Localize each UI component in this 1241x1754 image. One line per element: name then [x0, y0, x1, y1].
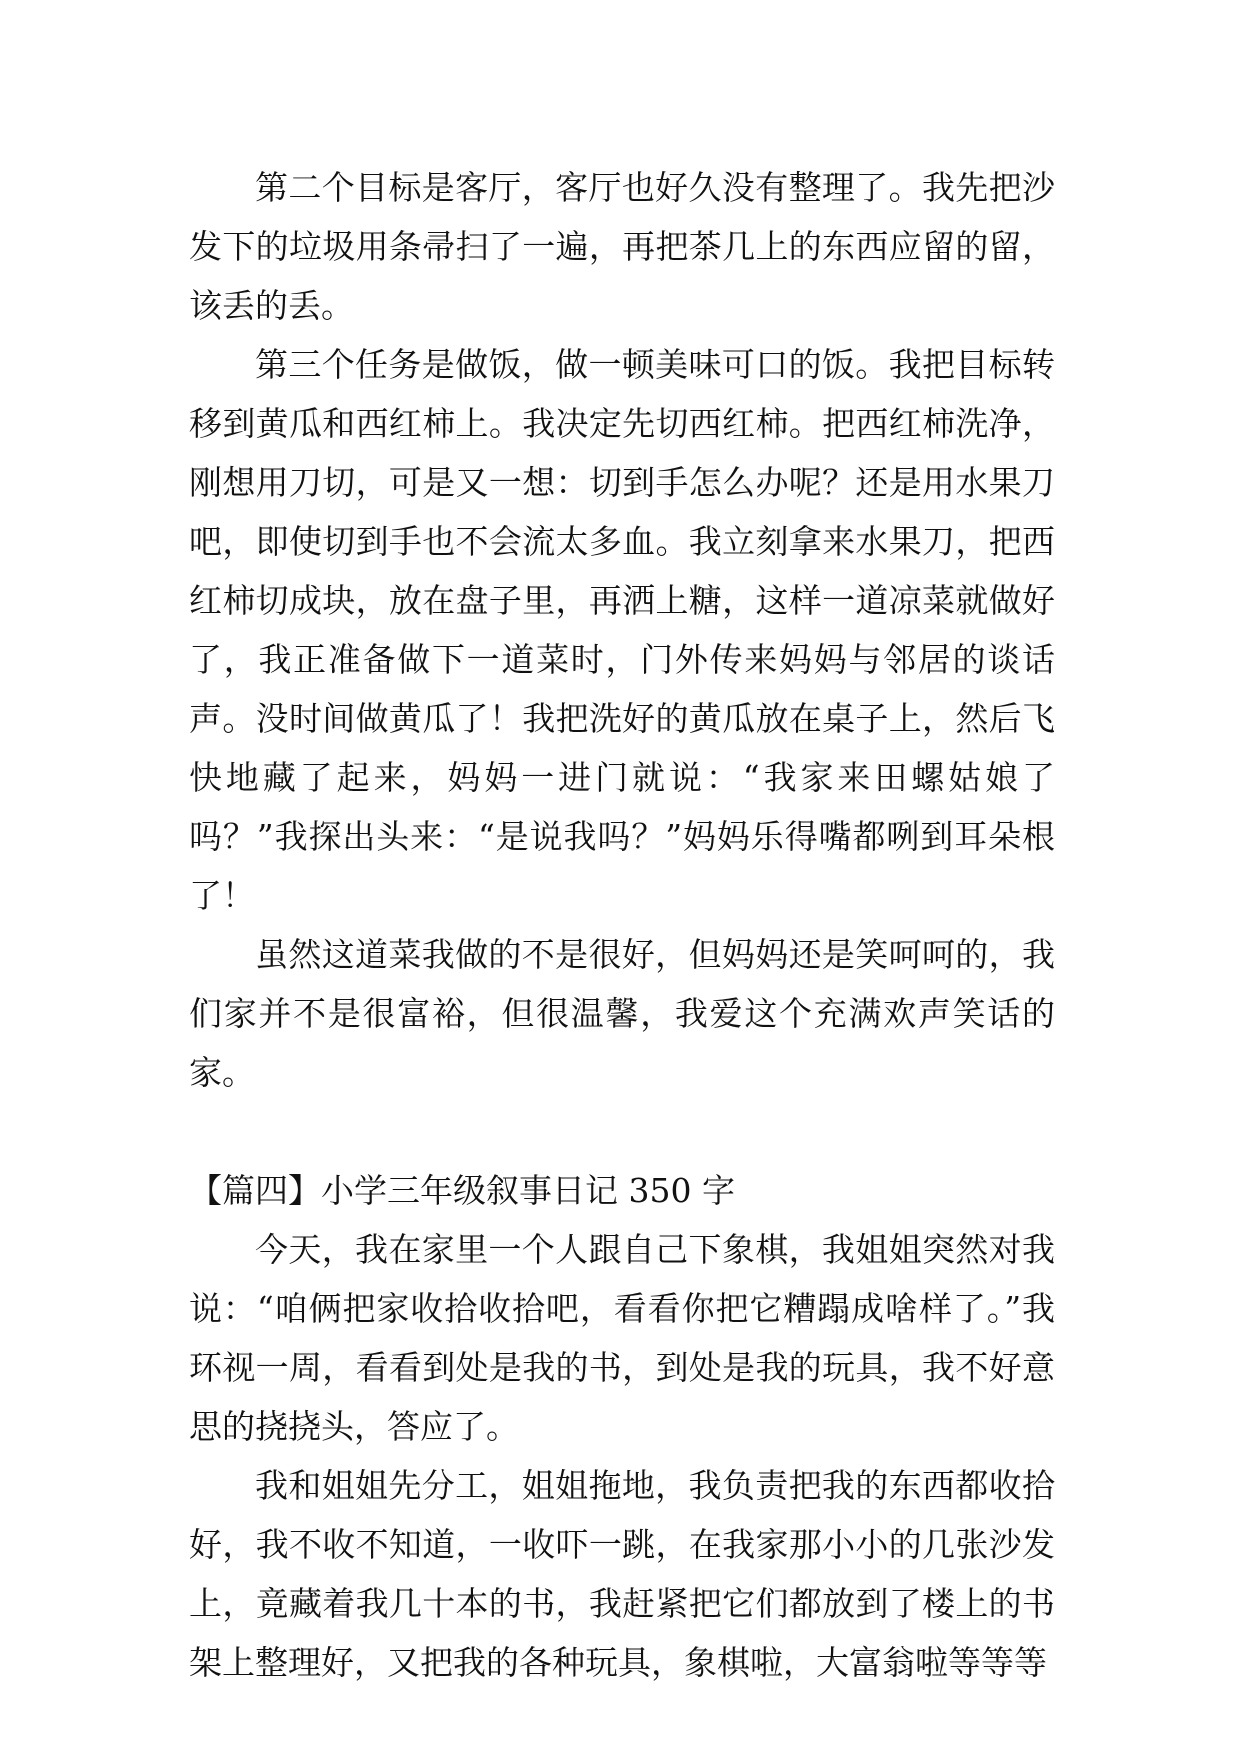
paragraph-tidying: 我和姐姐先分工，姐姐拖地，我负责把我的东西都收拾好，我不收不知道，一收吓一跳，在我家那小小的几张沙发上，竟藏着我几十本的书，我赶紧把它们都放到了楼上的书架上整理好，又把我的各种玩具，象棋啦，大富翁啦等等等 — [189, 1466, 1055, 1682]
paragraph-cooking: 第三个任务是做饭，做一顿美味可口的饭。我把目标转移到黄瓜和西红柿上。我决定先切西红柿。把西红柿洗净，刚想用刀切，可是又一想：切到手怎么办呢？还是用水果刀吧，即使切到手也不会流太多血。我立刻拿来水果刀，把西红柿切成块，放在盘子里，再洒上糖，这样一道凉菜就做好了，我正准备做下一道菜时，门外传来妈妈与邻居的谈话声。没时间做黄瓜了！我把洗好的黄瓜放在桌子上，然后飞快地藏了起来，妈妈一进门就说：“我家来田螺姑娘了吗？”我探出头来：“是说我吗？”妈妈乐得嘴都咧到耳朵根了！ — [189, 345, 1055, 915]
paragraph-conclusion: 虽然这道菜我做的不是很好，但妈妈还是笑呵呵的，我们家并不是很富裕，但很温馨，我爱这个充满欢声笑话的家。 — [189, 935, 1055, 1092]
paragraph-living-room: 第二个目标是客厅，客厅也好久没有整理了。我先把沙发下的垃圾用条帚扫了一遍，再把茶几上的东西应留的留，该丢的丢。 — [189, 168, 1055, 325]
document-body — [189, 158, 1055, 1692]
paragraph-intro: 今天，我在家里一个人跟自己下象棋，我姐姐突然对我说：“咱俩把家收拾收拾吧，看看你把它糟蹋成啥样了。”我环视一周，看看到处是我的书，到处是我的玩具，我不好意思的挠挠头，答应了。 — [189, 1230, 1055, 1446]
section-gap — [189, 1102, 1055, 1161]
section-heading: 【篇四】小学三年级叙事日记 350 字 — [189, 1171, 735, 1210]
